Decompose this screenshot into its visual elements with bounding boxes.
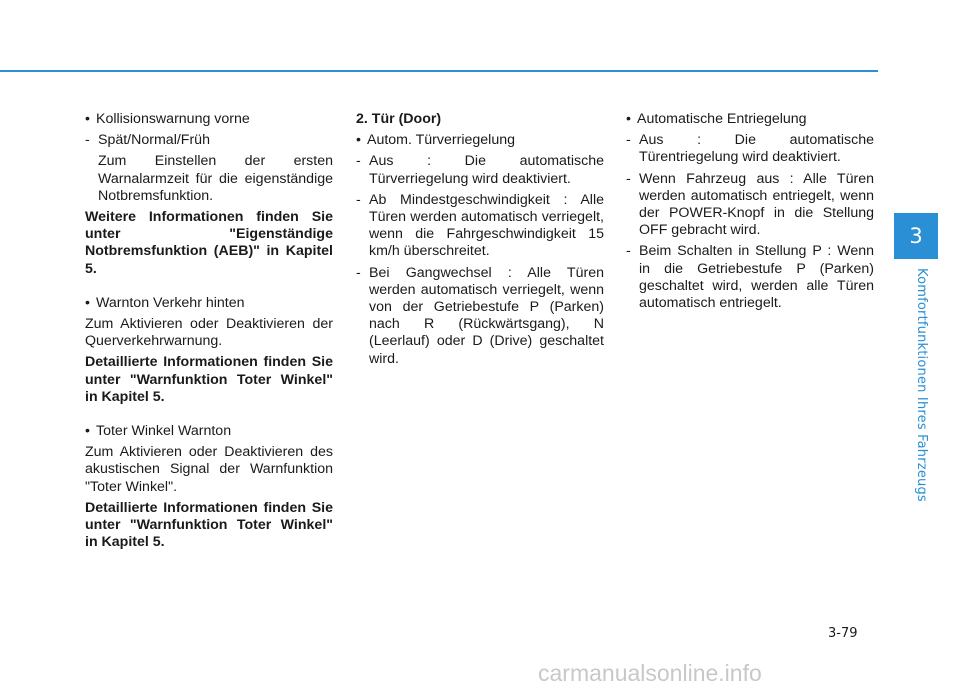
option-unlock-off: - Aus : Die automatische Türentriegelung wird deaktiviert.	[626, 132, 874, 166]
bullet-blind-spot-sound: • Toter Winkel Warnton	[85, 423, 333, 440]
column-1	[85, 111, 333, 555]
rear-cross-traffic-description: Zum Aktivieren oder Deaktivieren der Querverkehrwarnung.	[85, 316, 333, 350]
blind-spot-sound-description: Zum Aktivieren oder Deaktivieren des akustischen Signal der Warnfunktion "Toter Winkel".	[85, 444, 333, 495]
column-2	[356, 111, 604, 372]
chapter-title-vertical: Komfortfunktionen Ihres Fahrzeugs	[914, 268, 929, 502]
bullet-auto-unlock: • Automatische Entriegelung	[626, 111, 874, 128]
option-description: Zum Einstellen der ersten Warnalarmzeit für die eigenständige Notbremsfunktion.	[98, 153, 333, 204]
bullet-auto-door-lock: • Autom. Türverriegelung	[356, 132, 604, 149]
column-3	[626, 111, 874, 316]
bullet-forward-collision-warning: • Kollisionswarnung vorne	[85, 111, 333, 128]
page-number: 3-79	[828, 626, 858, 641]
header-rule	[0, 70, 878, 72]
option-lock-speed: - Ab Mindestgeschwindigkeit : Alle Türen werden automatisch verriegelt, wenn die Fahrgeschwindigkeit 15 km/h überschreitet.	[356, 192, 604, 261]
chapter-number-tab: 3	[894, 213, 938, 259]
option-late-normal-early: - Spät/Normal/Früh	[85, 132, 333, 149]
option-unlock-vehicle-off: - Wenn Fahrzeug aus : Alle Türen werden automatisch entriegelt, wenn der POWER-Knopf in die Stellung OFF gebracht wird.	[626, 171, 874, 240]
reference-aeb: Weitere Informationen finden Sie unter "Eigenständige Notbremsfunktion (AEB)" in Kapitel 5.	[85, 209, 333, 277]
reference-blind-spot-1: Detaillierte Informationen finden Sie unter "Warnfunktion Toter Winkel" in Kapitel 5.	[85, 354, 333, 405]
section-heading-door: 2. Tür (Door)	[356, 111, 442, 127]
bullet-rear-cross-traffic-sound: • Warnton Verkehr hinten	[85, 295, 333, 312]
option-unlock-park: - Beim Schalten in Stellung P : Wenn in die Getriebestufe P (Parken) geschaltet wird, werden alle Türen automatisch entriegelt.	[626, 243, 874, 312]
watermark: carmanualsonline.info	[538, 660, 762, 686]
option-lock-gear-shift: - Bei Gangwechsel : Alle Türen werden automatisch verriegelt, wenn von der Getriebestufe P (Parken) nach R (Rückwärtsgang), N (Leerlauf) oder D (Drive) geschaltet wird.	[356, 265, 604, 368]
option-lock-off: - Aus : Die automatische Türverriegelung wird deaktiviert.	[356, 153, 604, 187]
reference-blind-spot-2: Detaillierte Informationen finden Sie unter "Warnfunktion Toter Winkel" in Kapitel 5.	[85, 499, 333, 551]
